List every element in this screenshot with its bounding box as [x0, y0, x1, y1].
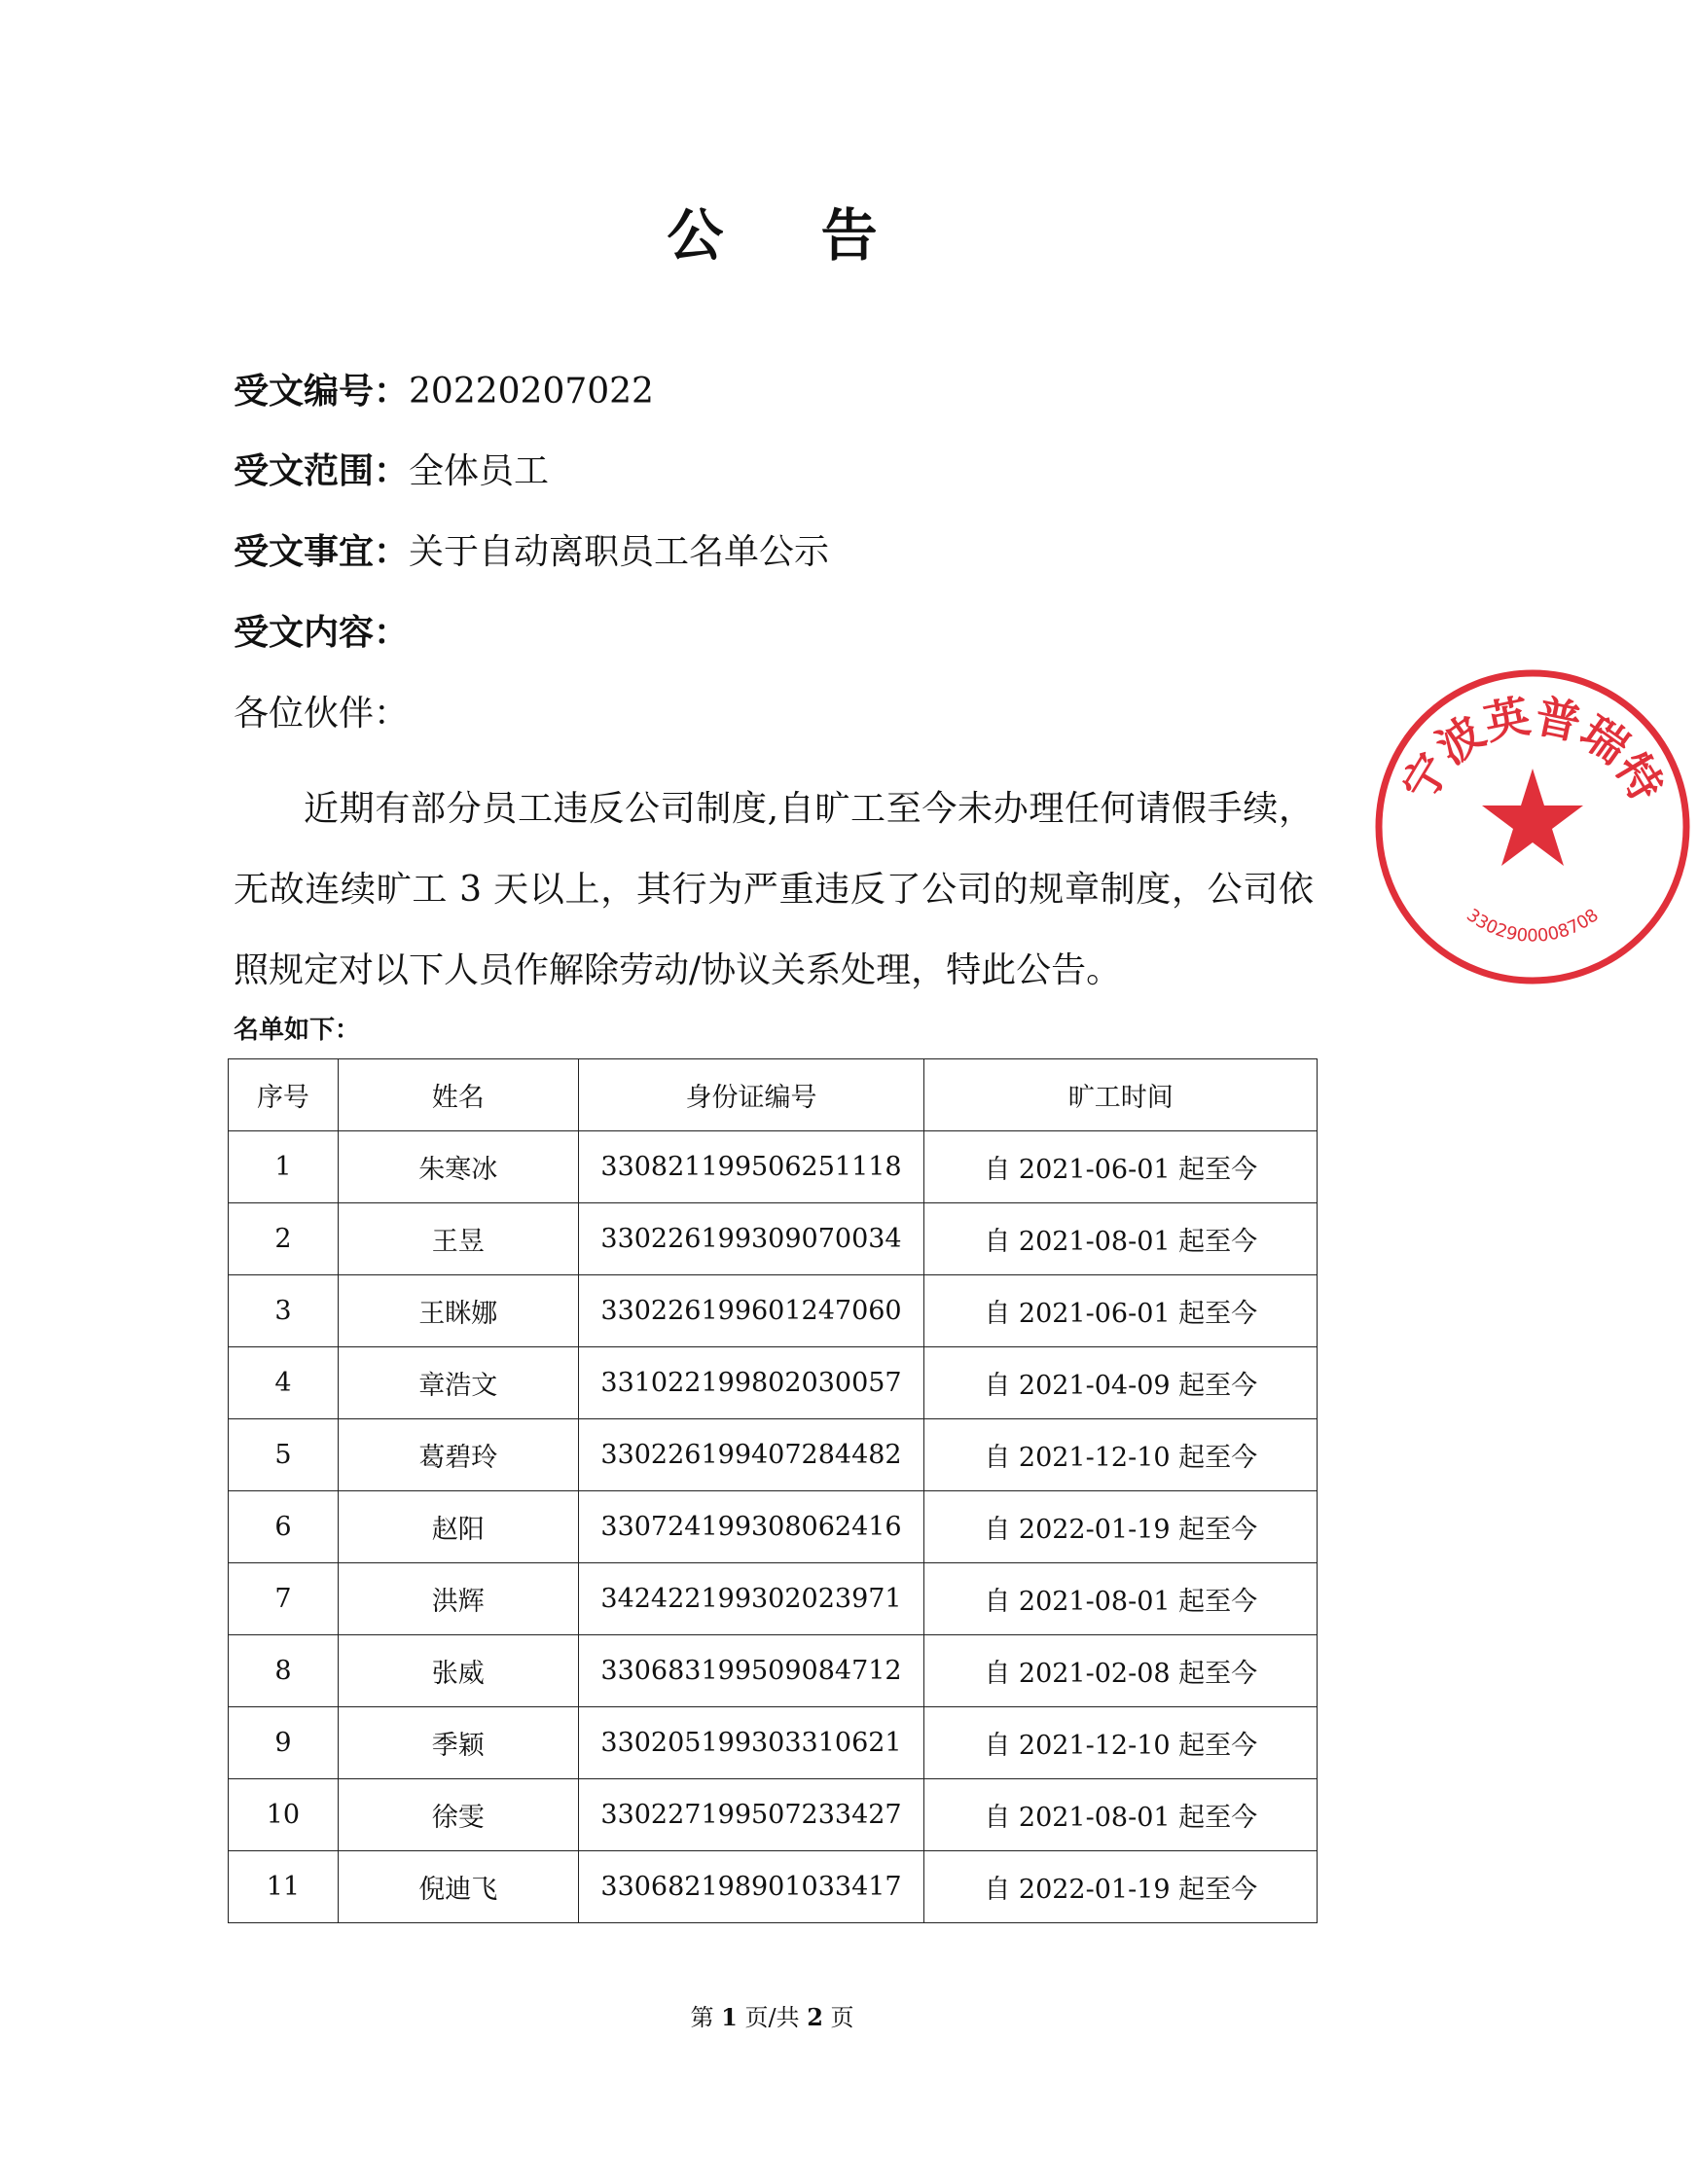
cell-index: 2 — [229, 1203, 339, 1275]
table-row — [229, 1419, 1318, 1491]
cell-name: 王眯娜 — [338, 1275, 578, 1347]
table-row — [229, 1131, 1318, 1203]
cell-id-number: 330683199509084712 — [578, 1635, 924, 1707]
footer-page-number: 1 — [721, 2003, 738, 2031]
cell-id-number: 330724199308062416 — [578, 1491, 924, 1563]
cell-absence-time: 自 2021-08-01 起至今 — [924, 1203, 1318, 1275]
scope-label: 受文范围： — [234, 450, 410, 491]
cell-name: 洪辉 — [338, 1563, 578, 1635]
body-paragraph: 近期有部分员工违反公司制度,自旷工至今未办理任何请假手续，无故连续旷工 3 天以上，其行为严重违反了公司的规章制度，公司依照规定对以下人员作解除劳动/协议关系处理，特此公告。 — [234, 789, 1314, 990]
cell-index: 9 — [229, 1707, 339, 1779]
cell-index: 11 — [229, 1851, 339, 1923]
table-row — [229, 1203, 1318, 1275]
table-header-row — [229, 1059, 1318, 1131]
dismissal-table — [228, 1058, 1318, 1923]
scope-value: 全体员工 — [409, 451, 550, 491]
cell-absence-time: 自 2021-12-10 起至今 — [924, 1707, 1318, 1779]
cell-index: 7 — [229, 1563, 339, 1635]
table-row — [229, 1347, 1318, 1419]
cell-absence-time: 自 2021-02-08 起至今 — [924, 1635, 1318, 1707]
cell-index: 10 — [229, 1779, 339, 1851]
cell-name: 张威 — [338, 1635, 578, 1707]
header-index: 序号 — [229, 1059, 339, 1131]
cell-name: 章浩文 — [338, 1347, 578, 1419]
cell-absence-time: 自 2021-06-01 起至今 — [924, 1131, 1318, 1203]
table-row — [229, 1851, 1318, 1923]
cell-absence-time: 自 2021-08-01 起至今 — [924, 1779, 1318, 1851]
cell-index: 8 — [229, 1635, 339, 1707]
document-title: 公 告 — [667, 202, 917, 269]
header-absence-time: 旷工时间 — [924, 1059, 1318, 1131]
table-row — [229, 1563, 1318, 1635]
cell-absence-time: 自 2021-04-09 起至今 — [924, 1347, 1318, 1419]
cell-absence-time: 自 2021-06-01 起至今 — [924, 1275, 1318, 1347]
cell-id-number: 330227199507233427 — [578, 1779, 924, 1851]
content-field — [234, 609, 409, 657]
cell-name: 朱寒冰 — [338, 1131, 578, 1203]
table-row — [229, 1491, 1318, 1563]
list-heading: 名单如下： — [234, 1016, 361, 1045]
doc-number-value: 20220207022 — [409, 372, 654, 412]
table-row — [229, 1275, 1318, 1347]
header-id-number: 身份证编号 — [578, 1059, 924, 1131]
header-name: 姓名 — [338, 1059, 578, 1131]
cell-name: 王昱 — [338, 1203, 578, 1275]
scope-field — [234, 448, 549, 495]
subject-value: 关于自动离职员工名单公示 — [409, 532, 830, 572]
cell-absence-time: 自 2022-01-19 起至今 — [924, 1491, 1318, 1563]
cell-id-number: 342422199302023971 — [578, 1563, 924, 1635]
cell-absence-time: 自 2021-08-01 起至今 — [924, 1563, 1318, 1635]
seal-top-text: 宁波英普瑞特 — [1391, 689, 1674, 810]
cell-id-number: 330226199309070034 — [578, 1203, 924, 1275]
cell-index: 1 — [229, 1131, 339, 1203]
footer-total-pages: 2 — [807, 2003, 823, 2031]
cell-name: 季颖 — [338, 1707, 578, 1779]
footer-suffix: 页 — [830, 2004, 854, 2031]
cell-absence-time: 自 2021-12-10 起至今 — [924, 1419, 1318, 1491]
cell-absence-time: 自 2022-01-19 起至今 — [924, 1851, 1318, 1923]
cell-name: 赵阳 — [338, 1491, 578, 1563]
table-row — [229, 1779, 1318, 1851]
cell-name: 葛碧玲 — [338, 1419, 578, 1491]
cell-id-number: 330205199303310621 — [578, 1707, 924, 1779]
cell-name: 徐雯 — [338, 1779, 578, 1851]
cell-index: 5 — [229, 1419, 339, 1491]
subject-field — [234, 528, 829, 576]
cell-id-number: 330821199506251118 — [578, 1131, 924, 1203]
subject-label: 受文事宜： — [234, 531, 410, 572]
cell-index: 6 — [229, 1491, 339, 1563]
company-seal — [1367, 662, 1698, 992]
table-row — [229, 1635, 1318, 1707]
page-footer — [0, 1998, 1544, 2032]
cell-id-number: 330226199601247060 — [578, 1275, 924, 1347]
salutation: 各位伙伴： — [234, 694, 410, 734]
cell-name: 倪迪飞 — [338, 1851, 578, 1923]
footer-middle: 页/共 — [744, 2004, 800, 2031]
doc-number-label: 受文编号： — [234, 371, 410, 412]
cell-id-number: 330226199407284482 — [578, 1419, 924, 1491]
cell-index: 4 — [229, 1347, 339, 1419]
content-label: 受文内容： — [234, 612, 410, 653]
cell-id-number: 330682198901033417 — [578, 1851, 924, 1923]
footer-prefix: 第 — [690, 2004, 714, 2031]
seal-number-text: 3302900008708 — [1463, 905, 1603, 947]
seal-star-icon — [1482, 769, 1583, 866]
doc-number-field — [234, 368, 654, 415]
cell-id-number: 331022199802030057 — [578, 1347, 924, 1419]
cell-index: 3 — [229, 1275, 339, 1347]
table-row — [229, 1707, 1318, 1779]
